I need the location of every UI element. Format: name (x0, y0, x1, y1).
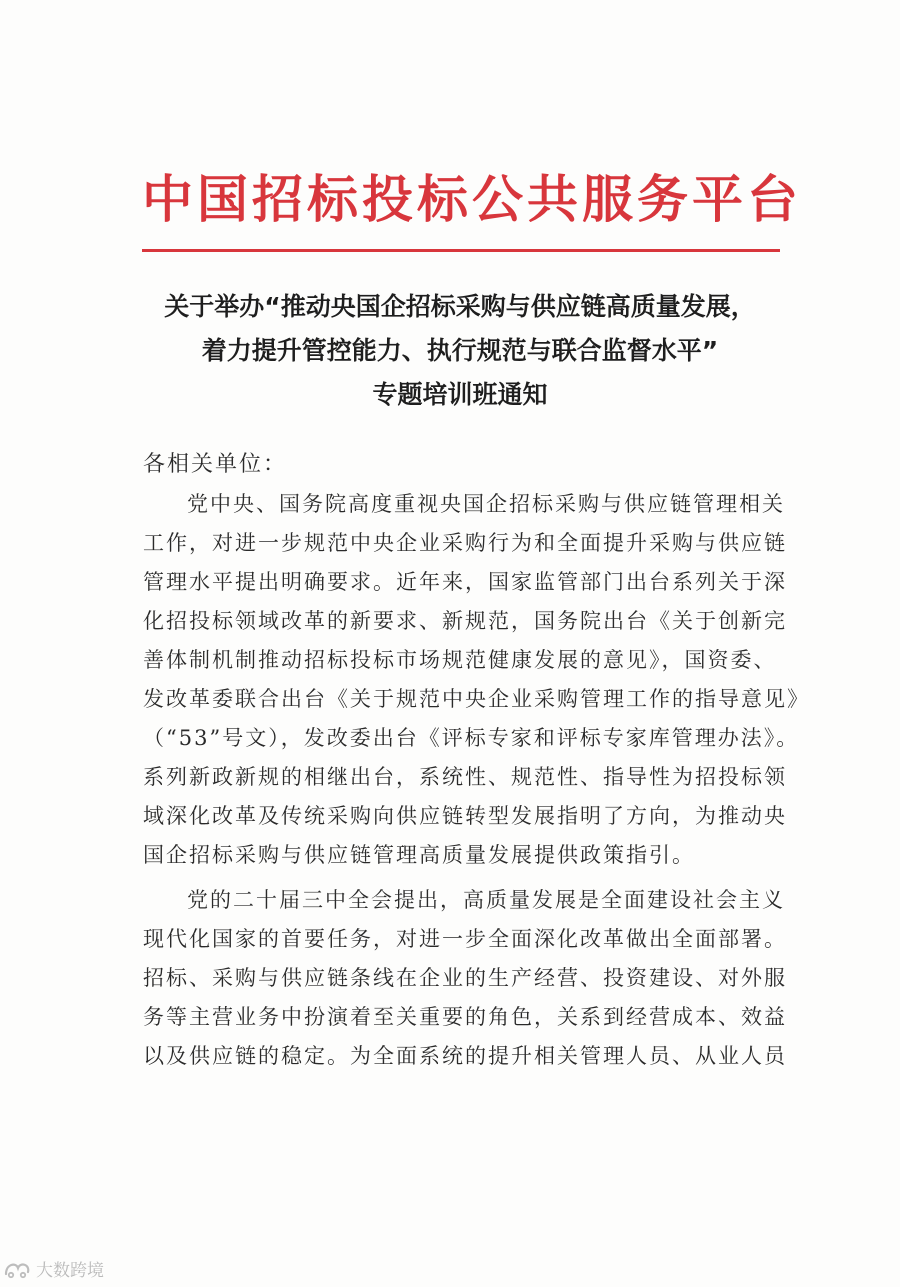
paragraph-line: 招标、采购与供应链条线在企业的生产经营、投资建设、对外服 (143, 966, 787, 990)
paragraph-line: （“53”号文），发改委出台《评标专家和评标专家库管理办法》。 (143, 726, 800, 750)
masthead-title: 中国招标投标公共服务平台 (142, 171, 803, 230)
paragraph-line: 发改革委联合出台《关于规范中央企业采购管理工作的指导意见》 (143, 687, 810, 711)
notice-title-line-2: 着力提升管控能力、执行规范与联合监督水平” (201, 336, 719, 365)
notice-title-line-1: 关于举办“推动央国企招标采购与供应链高质量发展， (164, 292, 756, 321)
watermark-text: 大数跨境 (36, 1261, 104, 1281)
paragraph-line: 务等主营业务中扮演着至关重要的角色，关系到经营成本、效益 (143, 1005, 787, 1029)
paragraph-line: 现代化国家的首要任务，对进一步全面深化改革做出全面部署。 (143, 927, 787, 951)
paragraph-line: 系列新政新规的相继出台，系统性、规范性、指导性为招投标领 (143, 765, 787, 789)
paragraph-line: 善体制机制推动招标投标市场规范健康发展的意见》，国资委、 (143, 648, 777, 672)
paragraph-line: 党中央、国务院高度重视央国企招标采购与供应链管理相关 (187, 492, 785, 516)
watermark (2, 1256, 104, 1281)
notice-title-line-3: 专题培训班通知 (372, 380, 548, 409)
paragraph-1 (143, 485, 810, 875)
red-divider-line (142, 249, 780, 252)
paragraph-line: 管理水平提出明确要求。近年来，国家监管部门出台系列关于深 (143, 570, 787, 594)
watermark-logo-icon (2, 1258, 32, 1280)
paragraph-line: 域深化改革及传统采购向供应链转型发展指明了方向，为推动央 (143, 804, 787, 828)
paragraph-line: 以及供应链的稳定。为全面系统的提升相关管理人员、从业人员 (143, 1044, 787, 1068)
paragraph-line: 国企招标采购与供应链管理高质量发展提供政策指引。 (143, 843, 695, 867)
notice-title (130, 285, 790, 417)
paragraph-line: 化招投标领域改革的新要求、新规范，国务院出台《关于创新完 (143, 609, 787, 633)
paragraph-2 (143, 881, 787, 1076)
paragraph-line: 党的二十届三中全会提出，高质量发展是全面建设社会主义 (187, 888, 785, 912)
notice-body (143, 485, 810, 1076)
paragraph-line: 工作，对进一步规范中央企业采购行为和全面提升采购与供应链 (143, 531, 787, 555)
salutation: 各相关单位： (143, 452, 288, 477)
